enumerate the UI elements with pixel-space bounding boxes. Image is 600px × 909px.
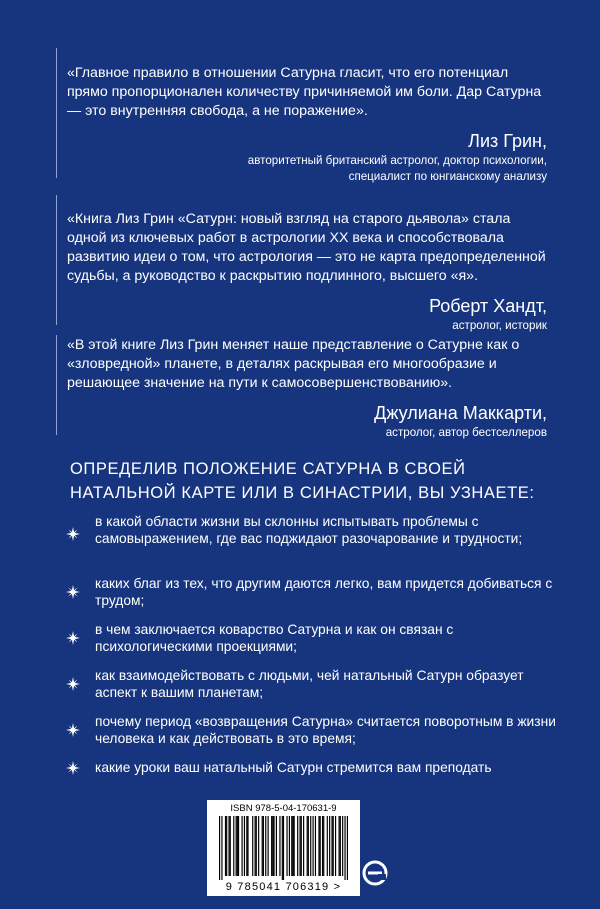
- barcode-bar: [318, 816, 319, 876]
- heading-line: НАТАЛЬНОЙ КАРТЕ ИЛИ В СИНАСТРИИ, ВЫ УЗНАЕТЕ:: [70, 484, 535, 502]
- barcode-bar: [279, 816, 280, 876]
- barcode-bar: [221, 816, 222, 880]
- barcode-bar: [244, 816, 245, 876]
- barcode-bar: [276, 816, 277, 876]
- barcode-bar: [340, 816, 341, 876]
- barcode-bar: [265, 816, 266, 876]
- barcode-bar: [271, 816, 272, 876]
- barcode-bar: [315, 816, 316, 876]
- barcode: [207, 800, 360, 896]
- list-item: [66, 713, 566, 753]
- barcode-bar: [331, 816, 332, 876]
- barcode-bar: [286, 816, 287, 876]
- barcode-bar: [233, 816, 234, 876]
- barcode-bar: [256, 816, 257, 876]
- barcode-bar: [327, 816, 328, 876]
- barcode-bar: [237, 816, 238, 876]
- list-item-text: как взаимодействовать с людьми, чей натальный Сатурн образует аспект к вашим планетам;: [95, 668, 524, 700]
- barcode-bar: [303, 816, 304, 876]
- sparkle-icon: [66, 677, 80, 691]
- list-item: [66, 575, 566, 615]
- barcode-bar: [263, 816, 264, 876]
- isbn-label: ISBN 978-5-04-170631-9: [230, 803, 337, 814]
- heading-line: ОПРЕДЕЛИВ ПОЛОЖЕНИЕ САТУРНА В СВОЕЙ: [70, 460, 466, 478]
- sparkle-icon: [66, 527, 80, 541]
- quote-role: астролог, историк: [452, 319, 547, 332]
- quote-text: «В этой книге Лиз Грин меняет наше представление о Сатурне как о «зловредной» планете, в деталях раскрывая его многообразие и решающее значение на пути к самосовершенствованию».: [67, 337, 520, 391]
- barcode-bar: [320, 816, 321, 876]
- list-item: [66, 621, 566, 661]
- barcode-bar: [238, 816, 239, 876]
- barcode-digits: 9 785041 706319 >: [225, 881, 342, 893]
- barcode-bar: [282, 816, 283, 880]
- barcode-bar: [230, 816, 231, 876]
- barcode-bar: [255, 816, 256, 876]
- quote-text: «Главное правило в отношении Сатурна гласит, что его потенциал прямо пропорционален количеству причиняемой им боли. Дар Сатурна — это внутренняя свобода, а не поражение».: [67, 65, 542, 119]
- quote-role: астролог, автор бестселлеров: [385, 426, 547, 439]
- list-item-text: в чем заключается коварство Сатурна и как он связан с психологическими проекциями;: [95, 622, 454, 654]
- barcode-bar: [219, 816, 220, 880]
- barcode-bar: [291, 816, 292, 876]
- barcode-bar: [308, 816, 309, 876]
- quote-author: Лиз Грин,: [468, 131, 547, 151]
- list-item-text: какие уроки ваш натальный Сатурн стремится вам преподать: [95, 760, 492, 775]
- barcode-bar: [283, 816, 284, 880]
- barcode-bar: [339, 816, 340, 876]
- barcode-bar: [273, 816, 274, 876]
- list-item: [66, 667, 566, 707]
- list-item: [66, 513, 566, 567]
- barcode-bar: [333, 816, 334, 876]
- barcode-bar: [228, 816, 229, 876]
- barcode-bar: [272, 816, 273, 876]
- list-item-text: в какой области жизни вы склонны испытывать проблемы с самовыражением, где вас поджидают разочарование и трудности;: [95, 514, 523, 546]
- sparkle-icon: [66, 761, 80, 775]
- barcode-bar: [307, 816, 308, 876]
- list-item-text: почему период «возвращения Сатурна» считается поворотным в жизни человека и как действовать в это время;: [95, 714, 556, 746]
- list-item-text: каких благ из тех, что другим даются легко, вам придется добиваться с трудом;: [95, 576, 553, 608]
- barcode-bar: [246, 816, 247, 876]
- barcode-bar: [342, 816, 343, 876]
- barcode-bar: [301, 816, 302, 876]
- quote-block-3: [67, 336, 547, 441]
- barcode-bar: [236, 816, 237, 876]
- barcode-bar: [297, 816, 298, 876]
- sparkle-icon: [66, 585, 80, 599]
- barcode-bar: [313, 816, 314, 876]
- barcode-bar: [294, 816, 295, 876]
- section-heading: [70, 457, 550, 505]
- barcode-bar: [344, 816, 345, 880]
- barcode-bar: [289, 816, 290, 876]
- barcode-bar: [252, 816, 253, 876]
- quote-rule-2: [56, 195, 57, 325]
- quote-role: специалист по юнгианскому анализу: [348, 170, 547, 183]
- quote-author: Роберт Хандт,: [429, 296, 547, 316]
- barcode-bars: [219, 816, 348, 880]
- quote-text: «Книга Лиз Грин «Сатурн: новый взгляд на старого дьявола» стала одной из ключевых работ в астрологии XX века и способствовала развитию идеи о том, что астрология — это не карта предопределенной судьбы, а руководство к раскрытию подлинного, высшего «я».: [67, 211, 546, 284]
- quote-rule-1: [56, 48, 57, 178]
- barcode-bar: [247, 816, 248, 876]
- barcode-bar: [226, 816, 227, 876]
- barcode-bar: [299, 816, 300, 876]
- barcode-bar: [322, 816, 323, 876]
- barcode-bar: [292, 816, 293, 876]
- eksmo-e-logo: [362, 860, 388, 886]
- barcode-bar: [347, 816, 348, 880]
- sparkle-icon: [66, 631, 80, 645]
- barcode-bar: [225, 816, 226, 876]
- barcode-bar: [262, 816, 263, 876]
- quote-block-1: [67, 64, 547, 185]
- barcode-bar: [310, 816, 311, 876]
- quote-role: авторитетный британский астролог, доктор психологии,: [247, 154, 547, 167]
- bullet-list: [66, 513, 566, 776]
- list-item: [66, 759, 566, 776]
- quote-author: Джулиана Маккарти,: [374, 403, 547, 423]
- barcode-bar: [241, 816, 242, 876]
- barcode-bar: [268, 816, 269, 876]
- quote-block-2: [67, 210, 547, 334]
- barcode-bar: [258, 816, 259, 876]
- sparkle-icon: [66, 723, 80, 737]
- barcode-bar: [335, 816, 336, 876]
- barcode-bar: [323, 816, 324, 876]
- quote-rule-3: [56, 335, 57, 435]
- barcode-bar: [329, 816, 330, 876]
